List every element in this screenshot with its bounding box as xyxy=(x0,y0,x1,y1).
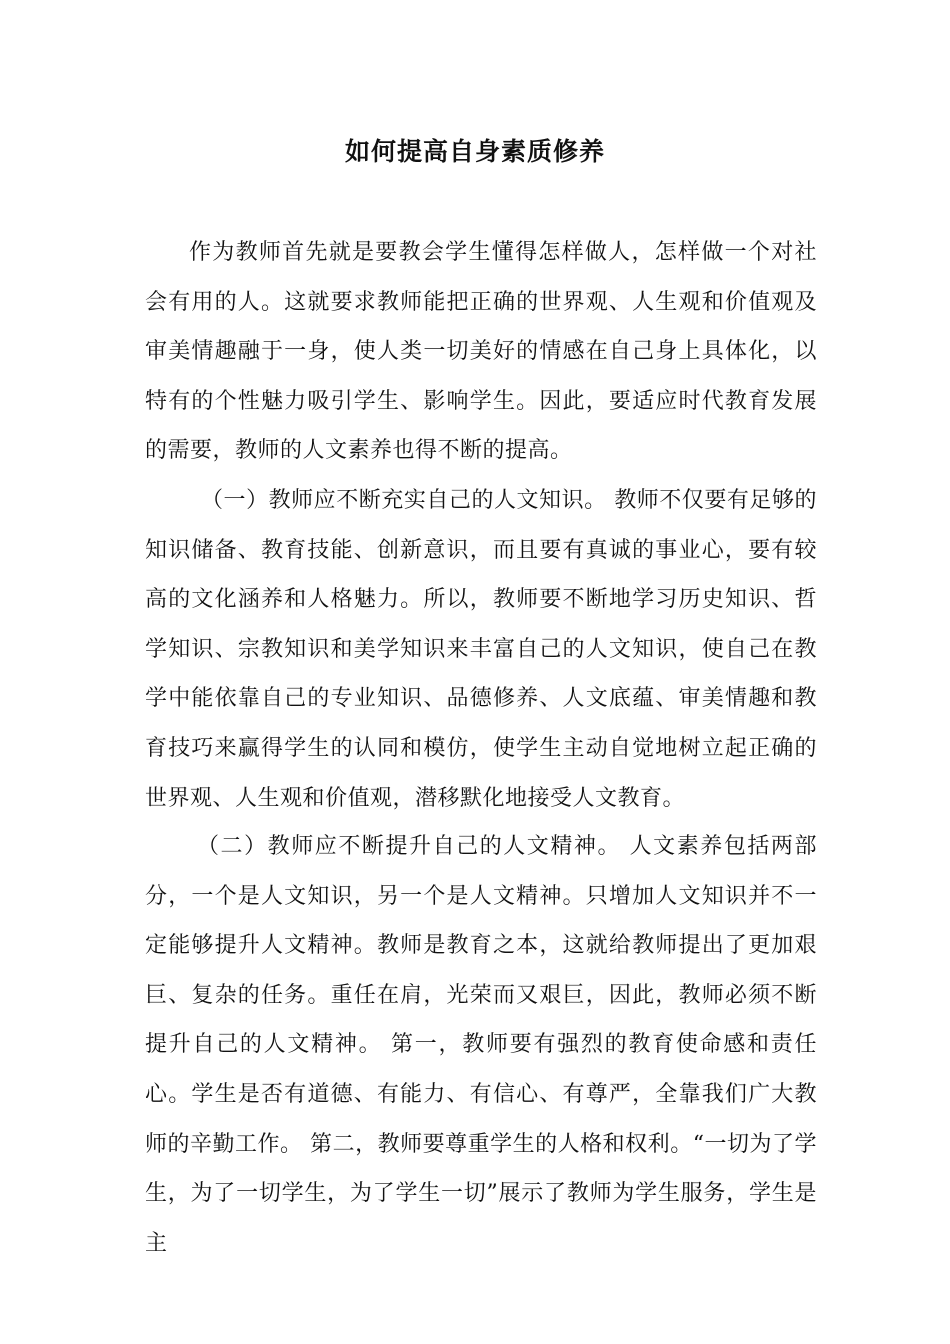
paragraph-section-two: （二）教师应不断提升自己的人文精神。 人文素养包括两部分，一个是人文知识，另一个是人文精神。只增加人文知识并不一定能够提升人文精神。教师是教育之本，这就给教师提出了更加艰巨、复杂的任务。重任在肩，光荣而又艰巨，因此，教师必须不断提升自己的人文精神。 第一，教师要有强烈的教育使命感和责任心。学生是否有道德、有能力、有信心、有尊严，全靠我们广大教师的辛勤工作。 第二，教师要尊重学生的人格和权利。“一切为了学生，为了一切学生，为了学生一切”展示了教师为学生服务，学生是主 xyxy=(145,834,817,1256)
paragraph-section-one: （一）教师应不断充实自己的人文知识。 教师不仅要有足够的知识储备、教育技能、创新意识，而且要有真诚的事业心，要有较高的文化涵养和人格魅力。所以，教师要不断地学习历史知识、哲学知识、宗教知识和美学知识来丰富自己的人文知识，使自己在教学中能依靠自己的专业知识、品德修养、人文底蕴、审美情趣和教育技巧来赢得学生的认同和模仿，使学生主动自觉地树立起正确的世界观、人生观和价值观，潜移默化地接受人文教育。 xyxy=(145,488,817,811)
document-title: 如何提高自身素质修养 xyxy=(344,137,605,166)
paragraph-intro: 作为教师首先就是要教会学生懂得怎样做人，怎样做一个对社会有用的人。这就要求教师能把正确的世界观、人生观和价值观及审美情趣融于一身，使人类一切美好的情感在自己身上具体化，以特有的个性魅力吸引学生、影响学生。因此，要适应时代教育发展的需要，教师的人文素养也得不断的提高。 xyxy=(145,240,817,464)
